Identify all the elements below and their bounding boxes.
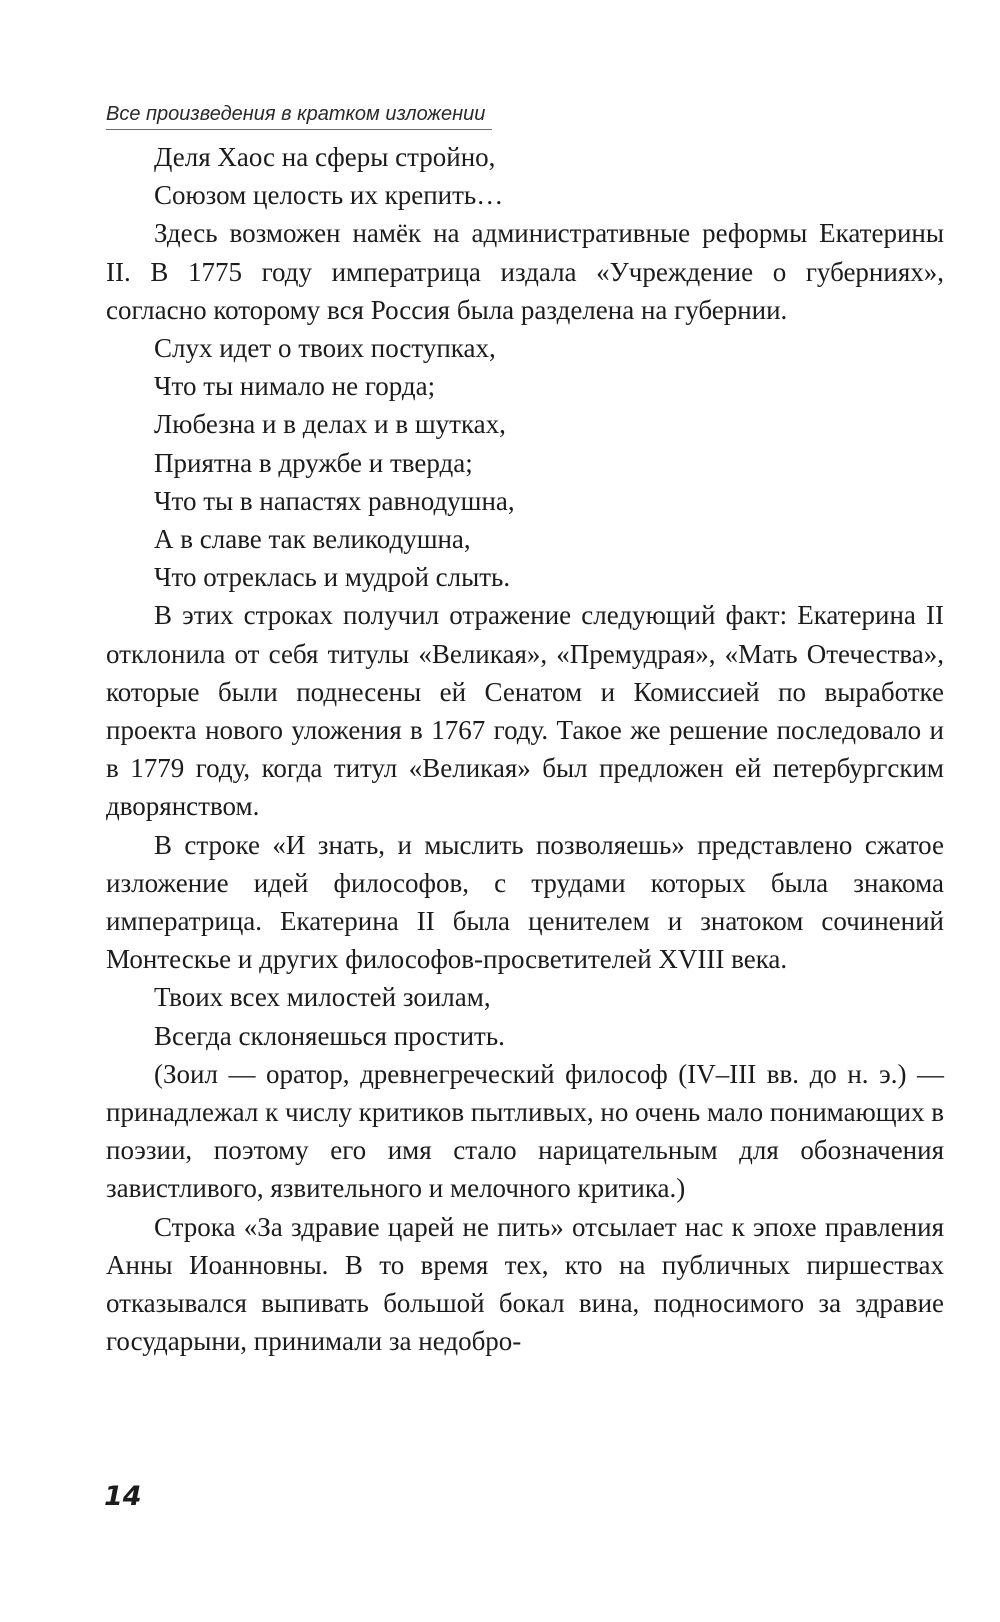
paragraph-reforms: Здесь возможен намёк на административные реформы Екатерины II. В 1775 году императрица издала «Учреждение о губерниях», согласно которому вся Россия была разделена на губернии. [106,218,944,325]
page-body [106,138,944,1361]
paragraph-titles: В этих строках получил отражение следующий факт: Екатерина II отклонила от себя титулы «Великая», «Премудрая», «Мать Отечества», которые были поднесены ей Сенатом и Комиссией по выработке проекта нового уложения в 1767 году. Такое же решение последовало и в 1779 году, когда титул «Великая» был предложен ей петербургским дворянством. [106,600,944,822]
paragraph-anna-ioannovna: Строка «За здравие царей не пить» отсылает нас к эпохе правления Анны Иоанновны. В то время тех, кто на публичных пиршествах отказывался выпивать большой бокал вина, подносимого за здравие государыни, принимали за недобро- [106,1211,944,1357]
running-header: Все произведения в кратком изложении [106,103,486,125]
verse-line: Что ты в напастях равнодушна, [154,485,515,516]
page-number: 14 [104,1481,142,1512]
verse-line: А в славе так великодушна, [154,524,471,555]
verse-line: Что ты нимало не горда; [154,371,436,402]
verse-line: Твоих всех милостей зоилам, [154,982,491,1013]
header-rule [106,129,492,130]
verse-line: Любезна и в делах и в шутках, [154,409,506,440]
verse-line: Приятна в дружбе и тверда; [154,447,473,478]
verse-line: Всегда склоняешься простить. [154,1020,505,1051]
verse-line: Что отреклась и мудрой слыть. [154,562,511,593]
paragraph-philosophers: В строке «И знать, и мыслить позволяешь» представлено сжатое изложение идей философов, с трудами которых была знакома императрица. Екатерина II была ценителем и знатоком сочинений Монтескье и других философов-просветителей XVIII века. [106,829,944,975]
verse-line: Союзом целость их крепить… [154,180,504,211]
paragraph-zoil: (Зоил — оратор, древнегреческий философ (IV–III вв. до н. э.) — принадлежал к числу критиков пытливых, но очень мало понимающих в поэзии, поэтому его имя стало нарицательным для обозначения завистливого, язвительного и мелочного критика.) [106,1058,944,1204]
verse-line: Деля Хаос на сферы стройно, [154,142,496,172]
verse-line: Слух идет о твоих поступках, [154,333,496,364]
